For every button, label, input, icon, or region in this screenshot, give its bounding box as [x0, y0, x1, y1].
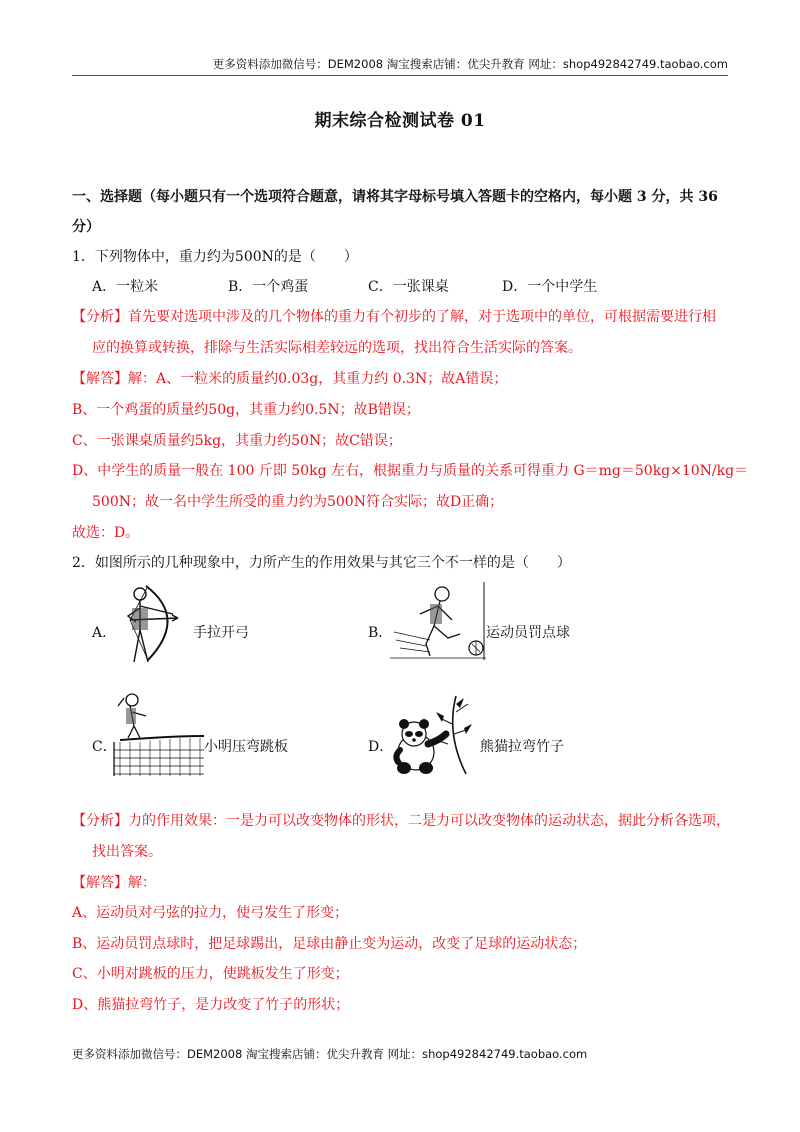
q2-fig-c-caption: 小明压弯跳板 [204, 739, 288, 755]
q2-fig-d-letter: D． [368, 739, 394, 755]
q2-fig-a-letter: A． [92, 625, 117, 641]
q2-answer-intro: 解： [128, 875, 156, 891]
q2-analysis-tag: 【分析】 [72, 813, 128, 829]
q2-answer [72, 872, 156, 892]
q2-fig-a-caption: 手拉开弓 [193, 625, 249, 641]
q2-analysis-text-2: 找出答案。 [92, 844, 162, 860]
q1-answer-a: 解：A、一粒米的质量约0.03g，其重力约 0.3N；故A错误； [128, 371, 508, 387]
panda-bending-bamboo-illustration [390, 694, 476, 776]
diving-board-illustration [110, 690, 204, 776]
q1-conclusion: 故选：D。 [72, 525, 140, 541]
q1-answer-d2: 500N；故一名中学生所受的重力约为500N符合实际；故D正确； [92, 494, 504, 510]
q2-fig-b-caption: 运动员罚点球 [486, 625, 570, 641]
q1-analysis-tag: 【分析】 [72, 309, 128, 325]
q2-fig-c-letter: C． [92, 739, 117, 755]
section-heading-line1: 一、选择题（每小题只有一个选项符合题意，请将其字母标号填入答题卡的空格内，每小题 3 分，共 36 [72, 189, 718, 205]
q1-stem: 1．下列物体中，重力约为500N的是（ ） [72, 249, 358, 265]
q2-fig-b-letter: B． [368, 625, 393, 641]
page-footer: 更多资料添加微信号：DEM2008 淘宝搜索店铺：优尖升教育 网址：shop492842749.taobao.com [72, 1047, 588, 1061]
q1-option-d: D．一个中学生 [502, 279, 598, 295]
q2-answer-d: D、熊猫拉弯竹子，是力改变了竹子的形状； [72, 997, 350, 1013]
q2-analysis-text-1: 力的作用效果：一是力可以改变物体的形状，二是力可以改变物体的运动状态，据此分析各选项， [128, 813, 730, 829]
penalty-kick-illustration [390, 582, 486, 662]
q1-answer-c: C、一张课桌质量约5kg，其重力约50N；故C错误； [72, 433, 402, 449]
q1-answer-tag: 【解答】 [72, 371, 128, 387]
q2-answer-b: B、运动员罚点球时，把足球踢出，足球由静止变为运动，改变了足球的运动状态； [72, 936, 587, 952]
q2-answer-a: A、运动员对弓弦的拉力，使弓发生了形变； [72, 905, 349, 921]
q2-stem: 2．如图所示的几种现象中，力所产生的作用效果与其它三个不一样的是（ ） [72, 555, 571, 571]
page-header: 更多资料添加微信号：DEM2008 淘宝搜索店铺：优尖升教育 网址：shop492842749.taobao.com [72, 56, 728, 76]
q1-analysis-text-1: 首先要对选项中涉及的几个物体的重力有个初步的了解，对于选项中的单位，可根据需要进行相 [128, 309, 716, 325]
q2-answer-c: C、小明对跳板的压力，使跳板发生了形变； [72, 966, 349, 982]
q1-answer-b: B、一个鸡蛋的质量约50g，其重力约0.5N；故B错误； [72, 402, 420, 418]
q1-answer [72, 368, 507, 388]
q1-option-a: A．一粒米 [92, 279, 159, 295]
page-title: 期末综合检测试卷 01 [314, 111, 486, 131]
q1-option-b: B．一个鸡蛋 [228, 279, 309, 295]
q1-analysis [72, 306, 716, 326]
section-heading-line2: 分） [72, 219, 100, 235]
archer-drawing-bow-illustration [118, 582, 188, 664]
q2-fig-d-caption: 熊猫拉弯竹子 [480, 739, 564, 755]
q1-option-c: C．一张课桌 [368, 279, 449, 295]
q1-answer-d1: D、中学生的质量一般在 100 斤即 50kg 左右，根据重力与质量的关系可得重力 G＝mg＝50kg×10N/kg＝ [72, 463, 749, 479]
q1-analysis-text-2: 应的换算或转换，排除与生活实际相差较远的选项，找出符合生活实际的答案。 [92, 340, 582, 356]
q2-answer-tag: 【解答】 [72, 875, 128, 891]
q2-analysis [72, 810, 730, 830]
